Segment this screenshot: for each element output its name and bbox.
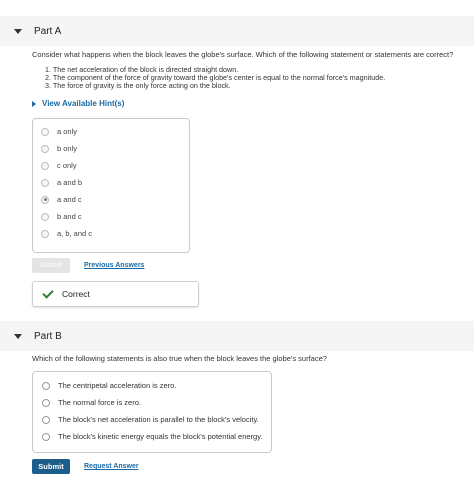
previous-answers-link[interactable]: Previous Answers [84,262,145,269]
part-a-title: Part A [34,25,62,37]
radio-button[interactable] [41,179,49,187]
view-hints-link[interactable] [32,99,124,108]
option-label: a only [57,127,78,136]
option-label: a, b, and c [57,229,93,238]
option-c-only[interactable] [41,161,77,170]
radio-button[interactable] [42,382,50,390]
option-a-and-b[interactable] [41,178,82,187]
option-b-and-c[interactable] [41,212,82,221]
feedback-text: Correct [62,289,90,299]
part-b-submit-button[interactable]: Submit [32,459,70,474]
option-label: The centripetal acceleration is zero. [58,381,177,390]
option-kinetic-equals-potential[interactable] [42,432,263,441]
option-label: The block's net acceleration is parallel to the block's velocity. [58,415,259,424]
option-label: b and c [57,212,82,221]
part-b-question: Which of the following statements is also true when the block leaves the globe's surface? [32,354,327,363]
option-label: The block's kinetic energy equals the block's potential energy. [58,432,263,441]
radio-button[interactable] [41,213,49,221]
option-label: c only [57,161,77,170]
option-centripetal-zero[interactable] [42,381,176,390]
correct-feedback [32,281,199,307]
statement-1: 1. The net acceleration of the block is directed straight down. [45,65,239,74]
option-acceleration-parallel[interactable] [42,415,259,424]
part-b-title: Part B [34,330,62,342]
option-a-and-c[interactable] [41,195,82,204]
request-answer-link[interactable]: Request Answer [84,463,139,470]
part-b-header[interactable] [0,321,474,351]
hint-label: View Available Hint(s) [42,99,125,108]
collapse-caret-icon[interactable] [14,29,22,34]
part-a-header[interactable] [0,16,474,46]
radio-button[interactable] [42,399,50,407]
radio-button[interactable] [41,230,49,238]
option-label: a and b [57,178,83,187]
expand-triangle-icon [32,101,36,107]
part-a-options [32,118,190,253]
option-label: The normal force is zero. [58,398,141,407]
collapse-caret-icon[interactable] [14,334,22,339]
radio-button[interactable] [41,128,49,136]
part-a-question: Consider what happens when the block leaves the globe's surface. Which of the following statement or statements are correct? [32,50,454,59]
radio-button-selected[interactable] [41,196,49,204]
part-b-options [32,371,272,453]
radio-button[interactable] [41,162,49,170]
option-a-b-and-c[interactable] [41,229,92,238]
part-a-submit-button[interactable]: Submit [32,258,70,273]
statement-3: 3. The force of gravity is the only force acting on the block. [45,81,231,90]
option-normal-force-zero[interactable] [42,398,141,407]
option-a-only[interactable] [41,127,77,136]
radio-button[interactable] [42,416,50,424]
radio-button[interactable] [42,433,50,441]
statement-2: 2. The component of the force of gravity toward the globe's center is equal to the normal force's magnitude. [45,73,386,82]
option-label: a and c [57,195,82,204]
checkmark-icon [42,287,53,298]
option-label: b only [57,144,78,153]
option-b-only[interactable] [41,144,77,153]
radio-button[interactable] [41,145,49,153]
